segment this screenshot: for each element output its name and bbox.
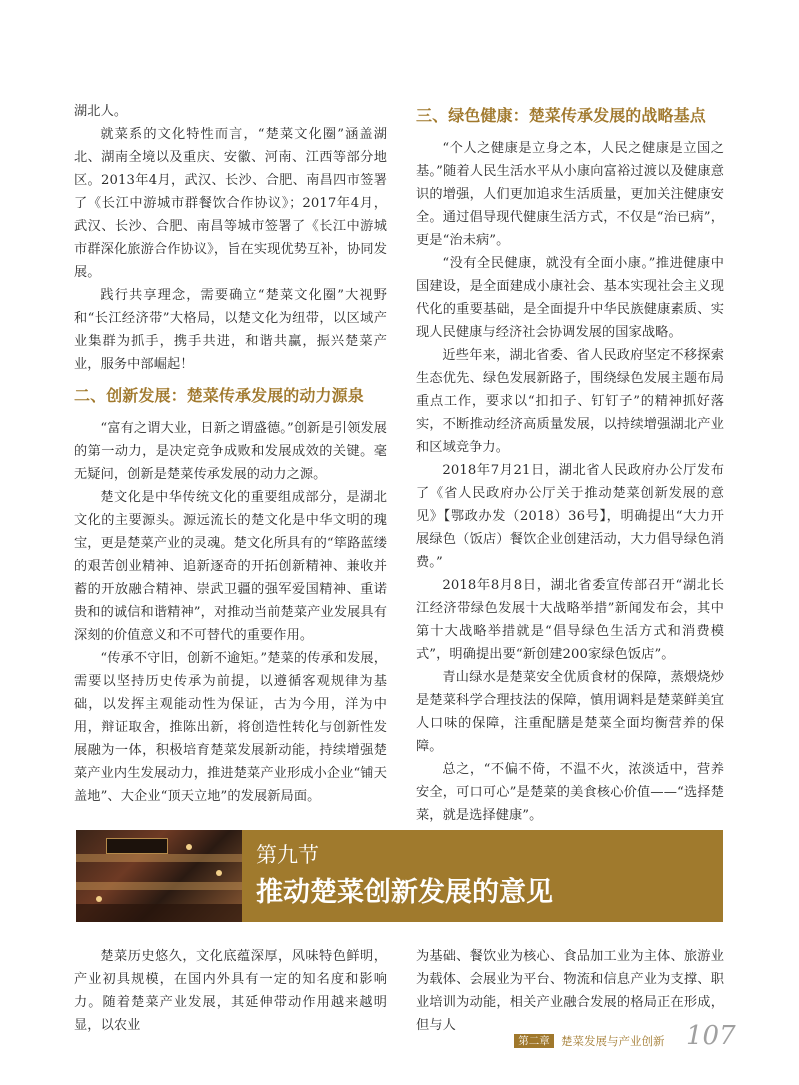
paragraph: 湖北人。: [74, 104, 128, 119]
paragraph: “个人之健康是立身之本，人民之健康是立国之基。”随着人民生活水平从小康向富裕过渡以及健康意识的增强，人们更加追求生活质量，更加关注健康安全。通过倡导现代健康生活方式，不仅是“治已病”，更是“治未病”。: [416, 141, 724, 248]
paragraph: 就菜系的文化特性而言，“楚菜文化圈”涵盖湖北、湖南全境以及重庆、安徽、河南、江西等部分地区。2013年4月，武汉、长沙、合肥、南昌四市签署了《长江中游城市群餐饮合作协议》；2017年4月，武汉、长沙、合肥、南昌等城市签署了《长江中游城市群深化旅游合作协议》，旨在实现优势互补，协同发展。: [74, 127, 387, 280]
paragraph: “没有全民健康，就没有全面小康。”推进健康中国建设，是全面建成小康社会、基本实现社会主义现代化的重要基础，是全面提升中华民族健康素质、实现人民健康与经济社会协调发展的国家战略。: [416, 256, 724, 340]
photo-detail: [76, 882, 242, 890]
section-heading-2: 二、创新发展：楚菜传承发展的动力源泉: [74, 386, 364, 405]
paragraph: “传承不守旧，创新不逾矩。”楚菜的传承和发展，需要以坚持历史传承为前提，以遵循客观规律为基础，以发挥主观能动性为保证，古为今用，洋为中用，辩证取舍，推陈出新，将创造性转化与创新性发展融为一体，积极培育楚菜发展新动能，持续增强楚菜产业内生发展动力，推进楚菜产业形成小企业“铺天盖地”、大企业“顶天立地”的发展新局面。: [74, 651, 387, 804]
paragraph: 践行共享理念，需要确立“楚菜文化圈”大视野和“长江经济带”大格局，以楚文化为纽带，以区域产业集群为抓手，携手共进，和谐共赢，振兴楚菜产业，服务中部崛起！: [74, 288, 387, 372]
lamp-light: [186, 844, 192, 850]
restaurant-photo: [76, 830, 242, 922]
right-column: [416, 100, 724, 827]
paragraph: 近些年来，湖北省委、省人民政府坚定不移探索生态优先、绿色发展新路子，围绕绿色发展主题布局重点工作，要求以“扣扣子、钉钉子”的精神抓好落实，不断推动经济高质量发展，以持续增强湖北产业和区域竞争力。: [416, 348, 724, 455]
paragraph: 总之，“不偏不倚，不温不火，浓淡适中，营养安全，可口可心”是楚菜的美食核心价值——“选择楚菜，就是选择健康”。: [416, 762, 724, 823]
section-number: 第九节: [256, 843, 319, 867]
section-title: 推动楚菜创新发展的意见: [256, 877, 553, 908]
page-number: 107: [686, 1021, 736, 1051]
photo-detail: [76, 854, 242, 862]
paragraph: 2018年8月8日，湖北省委宣传部召开“湖北长江经济带绿色发展十大战略举措”新闻发布会，其中第十大战略举措就是“倡导绿色生活方式和消费模式”，明确提出要“新创建200家绿色饭店”。: [416, 578, 724, 662]
photo-detail: [76, 904, 242, 922]
paragraph: 2018年7月21日，湖北省人民政府办公厅发布了《省人民政府办公厅关于推动楚菜创新发展的意见》【鄂政办发（2018）36号】，明确提出“大力开展绿色（饭店）餐饮企业创建活动，大力倡导绿色消费。”: [416, 463, 724, 570]
paragraph: 楚菜历史悠久，文化底蕴深厚，风味特色鲜明，产业初具规模，在国内外具有一定的知名度和影响力。随着楚菜产业发展，其延伸带动作用越来越明显，以农业: [74, 949, 387, 1033]
lamp-light: [96, 896, 102, 902]
paragraph: 楚文化是中华传统文化的重要组成部分，是湖北文化的主要源头。源远流长的楚文化是中华文明的瑰宝，更是楚菜产业的灵魂。楚文化所具有的“筚路蓝缕的艰苦创业精神、追新逐奇的开拓创新精神、兼收并蓄的开放融合精神、崇武卫疆的强军爱国精神、重诺贵和的诚信和谐精神”，对推动当前楚菜产业发展具有深刻的价值意义和不可替代的重要作用。: [74, 490, 387, 643]
chapter-badge: 第二章: [514, 1034, 554, 1048]
paragraph: 青山绿水是楚菜安全优质食材的保障，蒸煨烧炒是楚菜科学合理技法的保障，慎用调料是楚菜鲜美宜人口味的保障，注重配膳是楚菜全面均衡营养的保障。: [416, 670, 724, 754]
chapter-title: 楚菜发展与产业创新: [561, 1034, 665, 1048]
storefront-sign: [106, 838, 168, 854]
section-banner: [76, 830, 723, 922]
paragraph: 为基础、餐饮业为核心、食品加工业为主体、旅游业为载体、会展业为平台、物流和信息产业为支撑、职业培训为动能，相关产业融合发展的格局正在形成，但与人: [416, 949, 724, 1033]
left-column: [74, 100, 387, 808]
paragraph: “富有之谓大业，日新之谓盛德。”创新是引领发展的第一动力，是决定竞争成败和发展成效的关键。毫无疑问，创新是楚菜传承发展的动力之源。: [74, 421, 387, 482]
section-heading-3: 三、绿色健康：楚菜传承发展的战略基点: [416, 106, 706, 125]
bottom-right-text: [416, 945, 724, 1037]
bottom-left-text: [74, 945, 387, 1037]
lamp-light: [216, 870, 222, 876]
